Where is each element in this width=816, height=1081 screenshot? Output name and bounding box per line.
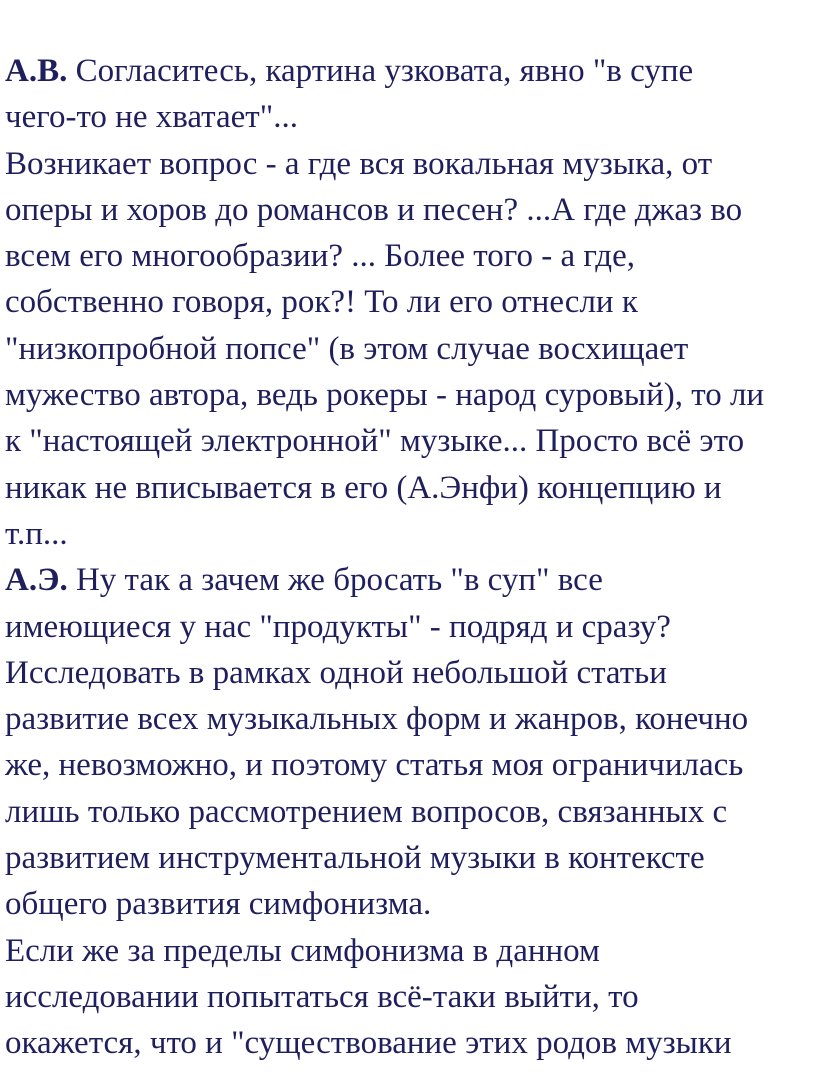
text-line: всем его многообразии? ... Более того - а где, (5, 238, 635, 275)
text-line: общего развития симфонизма. (5, 886, 432, 923)
text-line: имеющиеся у нас "продукты" - подряд и сразу? (5, 608, 671, 645)
text-line: Если же за пределы симфонизма в данном (5, 932, 600, 969)
text-line: чего-то не хватает"... (5, 99, 298, 136)
text-line: "низкопробной попсе" (в этом случае восхищает (5, 330, 689, 367)
text-line-content: Ну так а зачем же бросать "в суп" все (67, 562, 603, 599)
speaker-label: А.В. (5, 53, 68, 89)
text-line: никак не вписывается в его (А.Энфи) концепцию и (5, 469, 722, 506)
text-line: т.п... (5, 515, 68, 552)
text-line: окажется, что и "существование этих родов музыки (5, 1025, 732, 1062)
text-line-content: Согласитесь, картина узковата, явно "в супе (67, 53, 694, 89)
text-line: исследовании попытаться всё-таки выйти, то (5, 978, 639, 1015)
text-line: Возникает вопрос - а где вся вокальная музыка, от (5, 145, 713, 182)
text-line: же, невозможно, и поэтому статья моя ограничилась (5, 747, 744, 784)
text-line (5, 557, 811, 603)
text-line (5, 48, 811, 94)
text-line: развитием инструментальной музыки в контексте (5, 840, 705, 877)
text-line: развитие всех музыкальных форм и жанров, конечно (5, 701, 749, 738)
text-line: Исследовать в рамках одной небольшой статьи (5, 654, 667, 691)
text-line: лишь только рассмотрением вопросов, связанных с (5, 793, 728, 830)
text-line: к "настоящей электронной" музыке... Просто всё это (5, 423, 745, 460)
text-line: мужество автора, ведь рокеры - народ суровый), то ли (5, 377, 765, 414)
document-body (5, 48, 811, 1067)
text-line: оперы и хоров до романсов и песен? ...А где джаз во (5, 191, 743, 228)
text-line: собственно говоря, рок?! То ли его отнесли к (5, 284, 638, 321)
speaker-label: А.Э. (5, 562, 68, 599)
